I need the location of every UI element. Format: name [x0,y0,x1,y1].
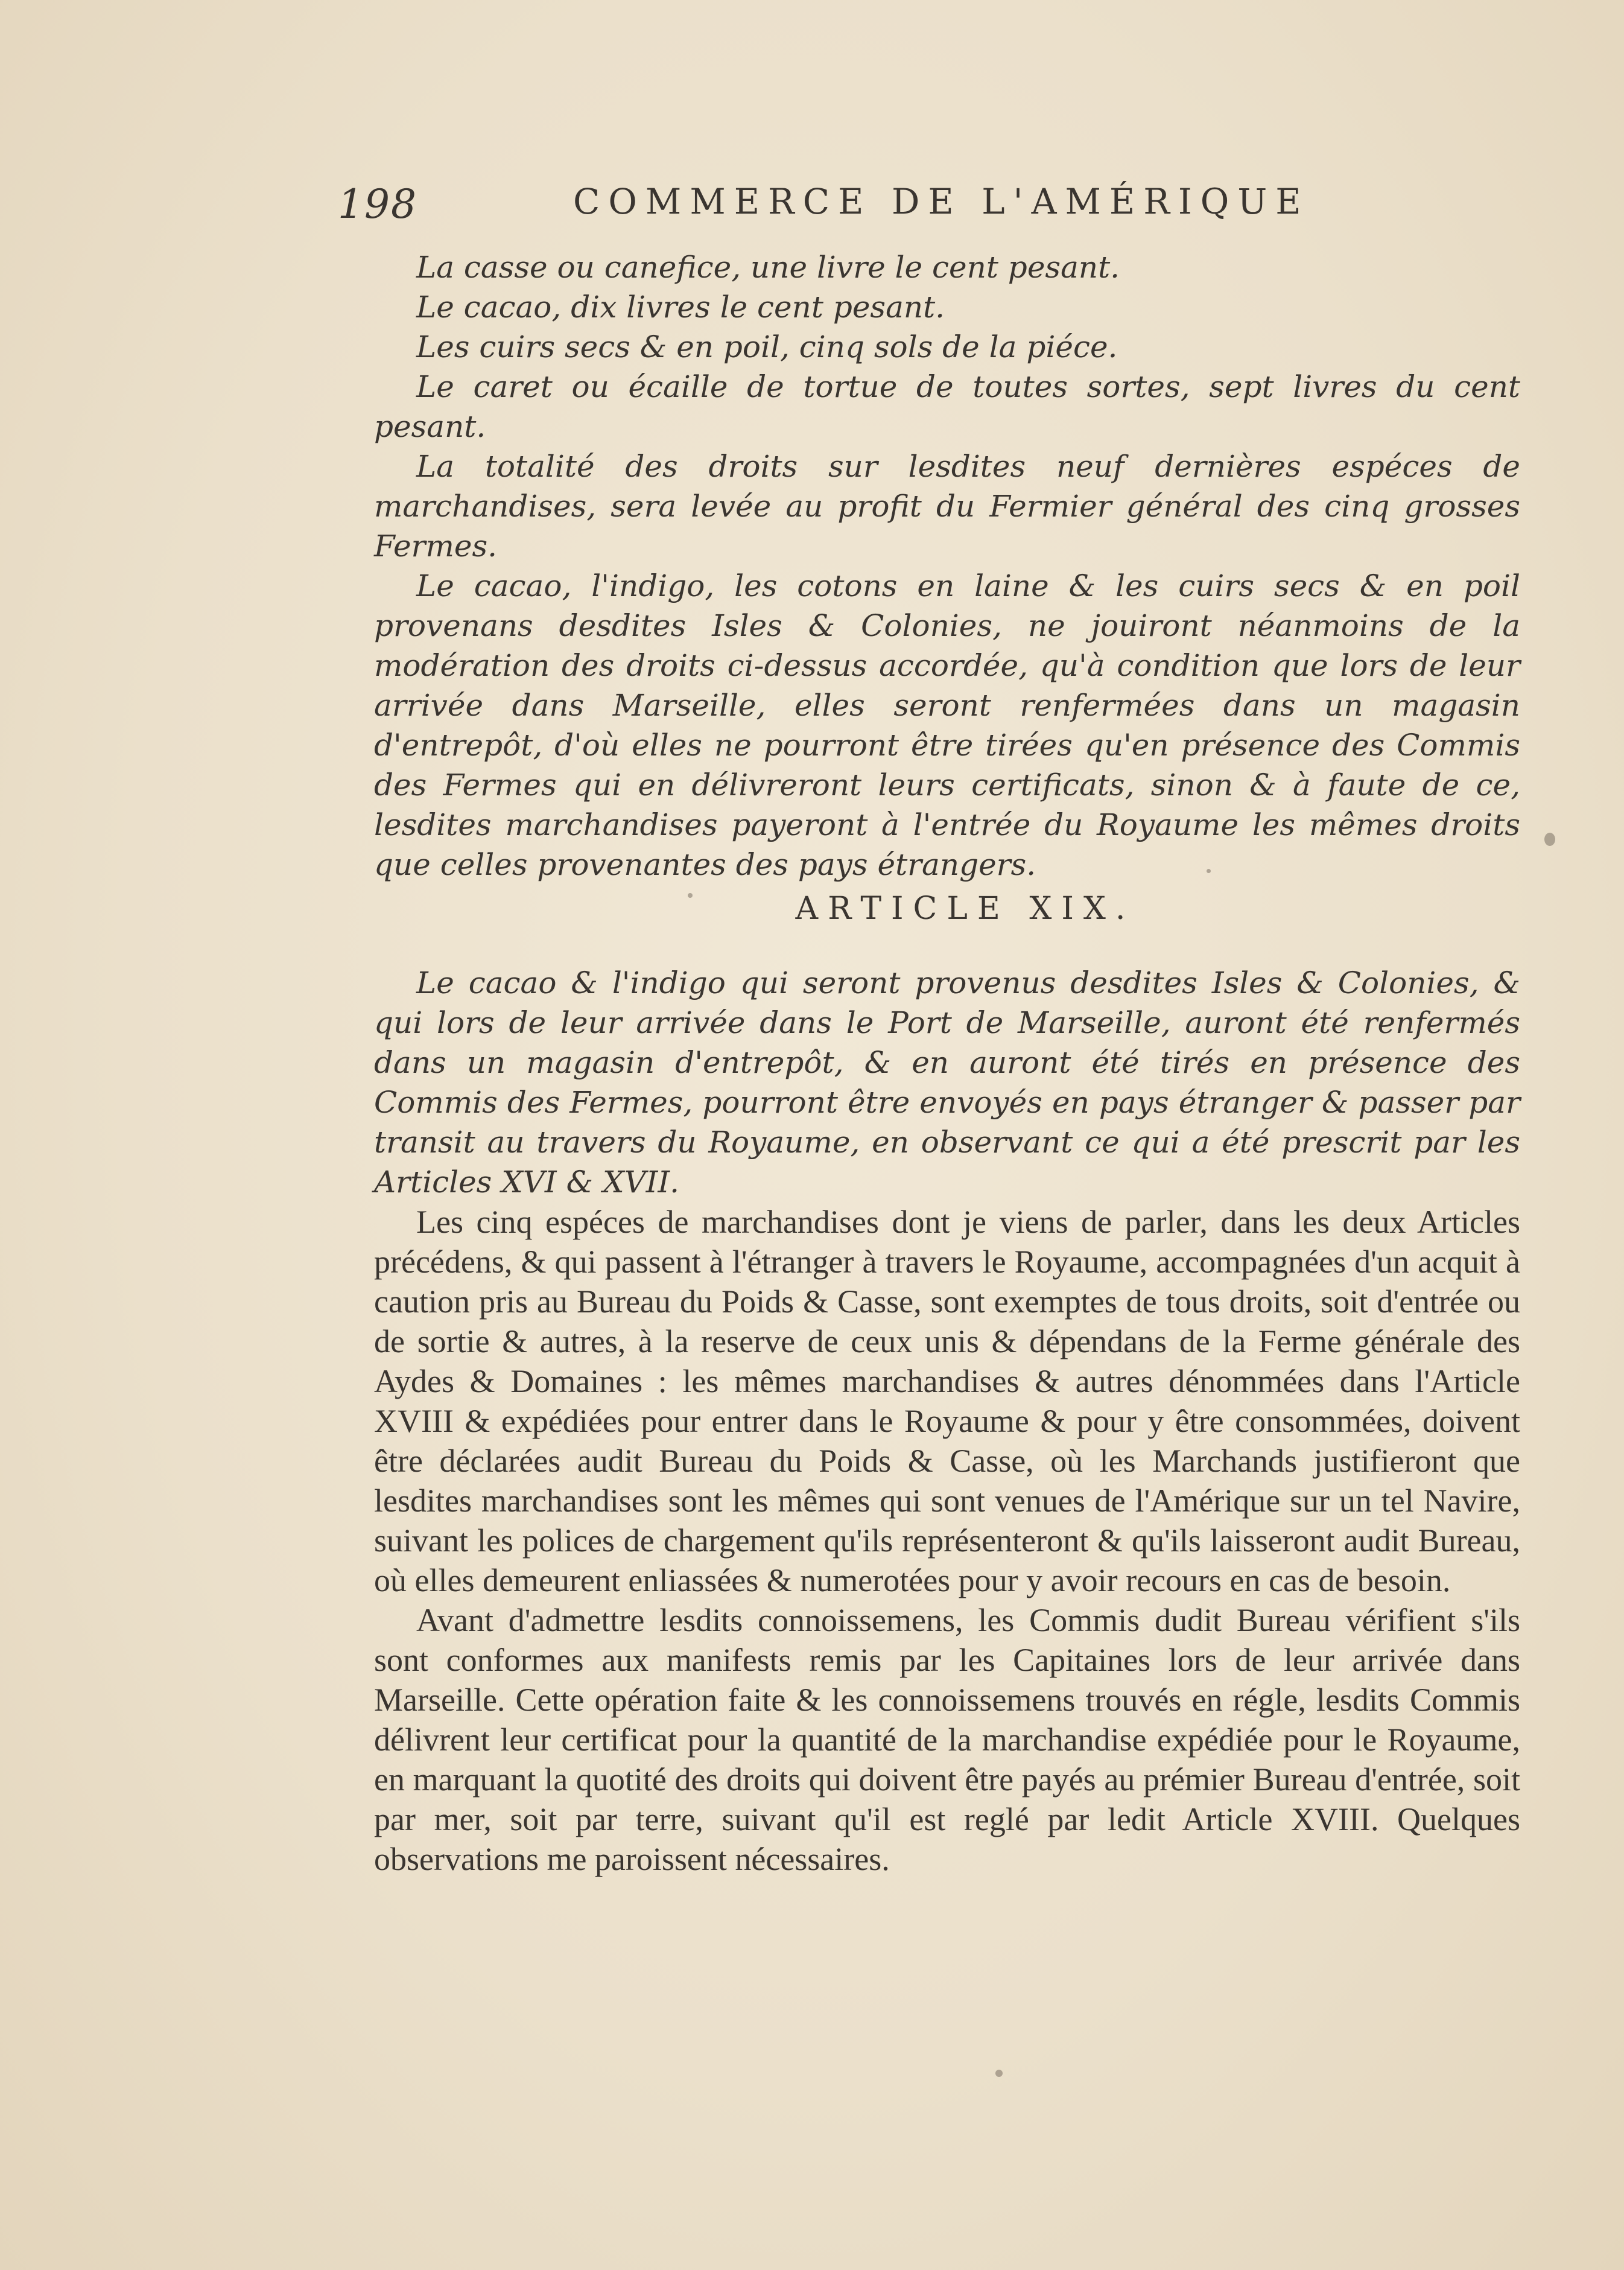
body-text [374,247,1520,1879]
paper-speck [688,893,693,898]
tariff-line: La casse ou canefice, une livre le cent pesant. [416,250,1120,285]
paper-speck [995,2070,1003,2077]
tariff-line: Le caret ou écaille de tortue de toutes sortes, sept livres du cent pesant. [374,369,1520,444]
paper-speck [1544,833,1555,846]
commentary-paragraph: Les cinq espéces de marchandises dont je viens de parler, dans les deux Articles précédens, & qui passent à l'étranger à travers le Royaume, accompagnées d'un acquit à caution pris au Bureau du Poids & Casse, sont exemptes de tous droits, soit d'entrée ou de sortie & autres, à la reserve de ceux unis & dépendans de la Ferme générale des Aydes & Domaines : les mêmes marchandises & autres dénommées dans l'Article XVIII & expédiées pour entrer dans le Royaume & pour y être consommées, doivent être déclarées audit Bureau du Poids & Casse, où les Marchands justifieront que lesdites marchandises sont les mêmes qui sont venues de l'Amérique sur un tel Navire, suivant les polices de chargement qu'ils représenteront & qu'ils laisseront audit Bureau, où elles demeurent enliassées & numerotées pour y avoir recours en cas de besoin. [374,1204,1520,1598]
page-number: 198 [338,181,417,227]
page-header [338,181,1375,253]
paragraph: Le cacao, l'indigo, les cotons en laine & les cuirs secs & en poil provenans desdites Isles & Colonies, ne jouiront néanmoins de la modération des droits ci-dessus accordée, qu'à condition que lors de leur arrivée dans Marseille, elles seront renfermées dans un magasin d'entrepôt, d'où elles ne pourront être tirées qu'en présence des Commis des Fermes qui en délivreront leurs certificats, sinon & à faute de ce, lesdites marchandises payeront à l'entrée du Royaume les mêmes droits que celles provenantes des pays étrangers. [374,568,1520,882]
article-paragraph: Le cacao & l'indigo qui seront provenus desdites Isles & Colonies, & qui lors de leur arrivée dans le Port de Marseille, auront été renfermés dans un magasin d'entrepôt, & en auront été tirés en présence des Commis des Fermes, pourront être envoyés en pays étranger & passer par transit au travers du Royaume, en observant ce qui a été prescrit par les Articles XVI & XVII. [374,965,1520,1200]
tariff-line: Les cuirs secs & en poil, cinq sols de la piéce. [416,329,1118,364]
paper-speck [1207,869,1211,873]
article-heading: ARTICLE XIX. [795,891,1135,927]
tariff-line: Le cacao, dix livres le cent pesant. [416,290,945,325]
paragraph: La totalité des droits sur lesdites neuf dernières espéces de marchandises, sera levée au profit du Fermier général des cinq grosses Fermes. [374,449,1520,564]
running-head: COMMERCE DE L'AMÉRIQUE [573,181,1310,222]
commentary-paragraph: Avant d'admettre lesdits connoissemens, les Commis dudit Bureau vérifient s'ils sont conformes aux manifests remis par les Capitaines lors de leur arrivée dans Marseille. Cette opération faite & les connoissemens trouvés en régle, lesdits Commis délivrent leur certificat pour la quantité de la marchandise expédiée pour le Royaume, en marquant la quotité des droits qui doivent être payés au prémier Bureau d'entrée, soit par mer, soit par terre, suivant qu'il est reglé par ledit Article XVIII. Quelques observations me paroissent nécessaires. [374,1602,1520,1877]
